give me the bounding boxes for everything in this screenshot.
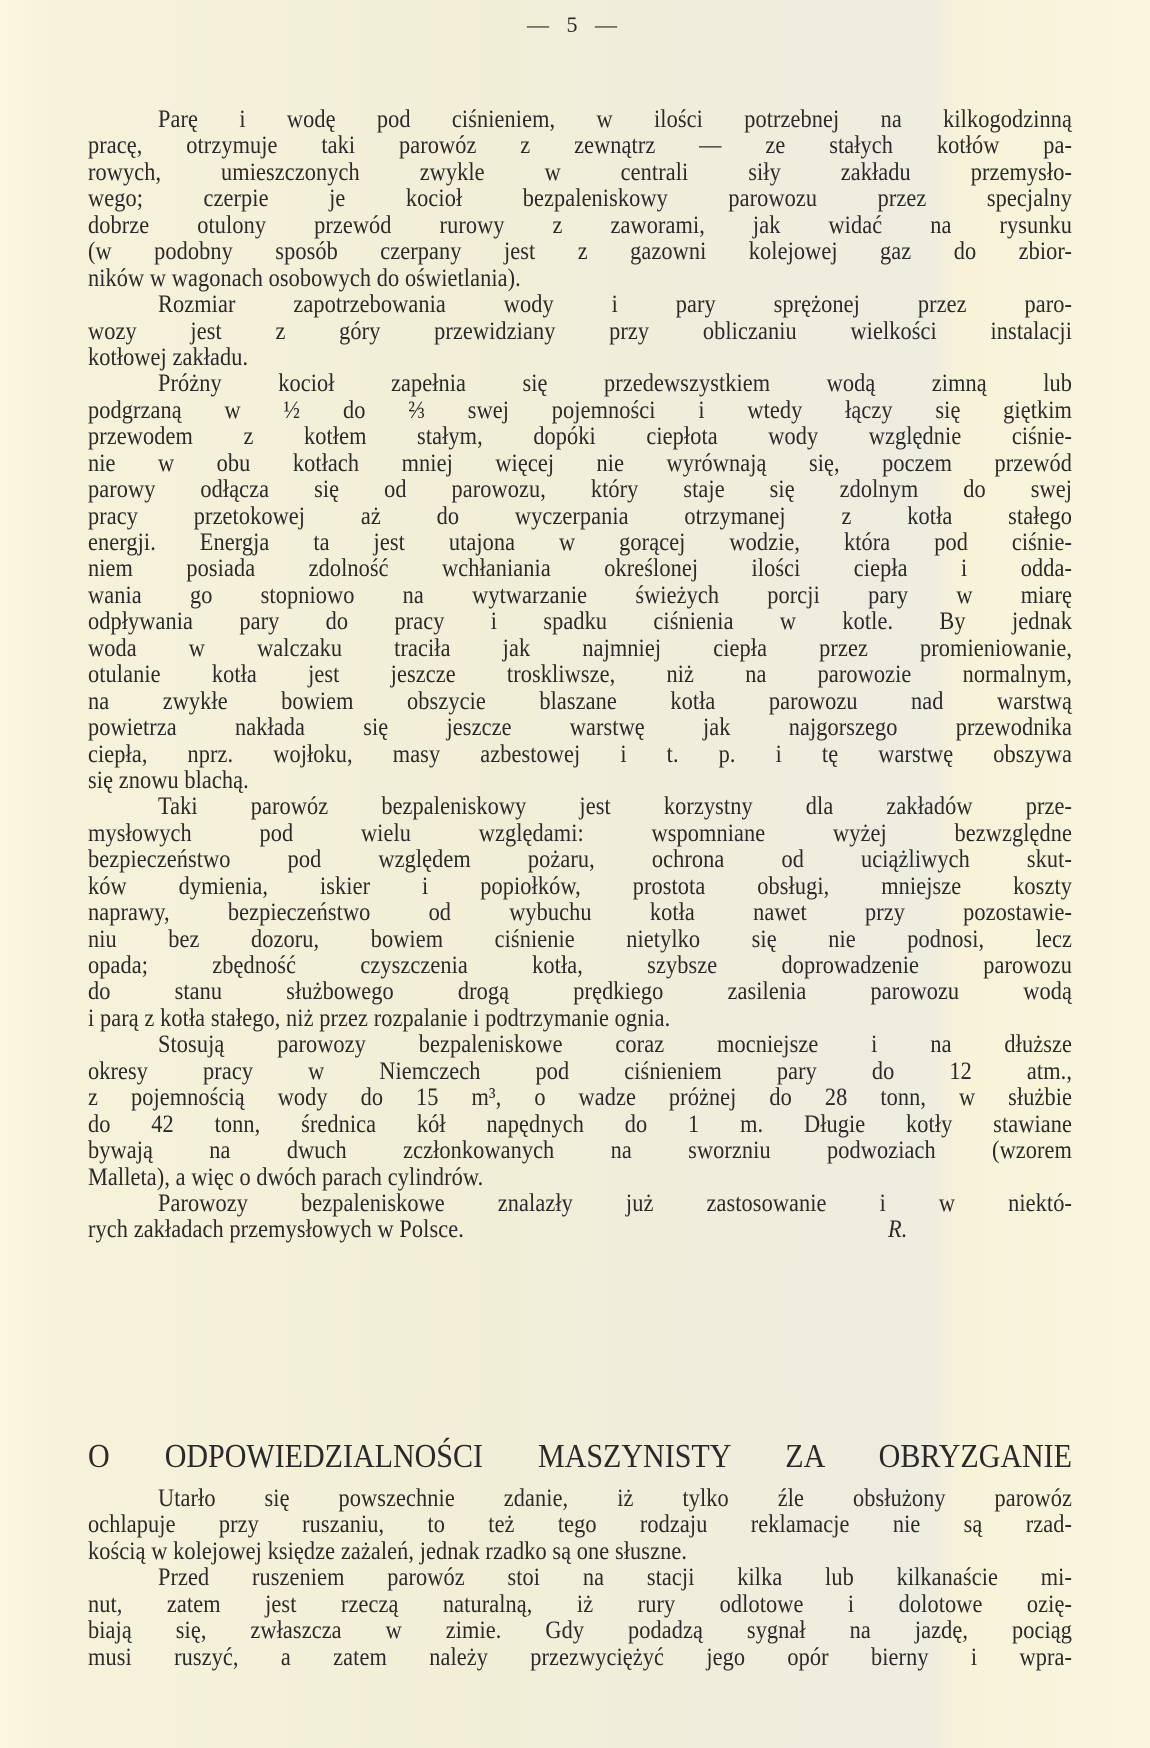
author-signature: R.	[888, 1214, 908, 1243]
text-line: kością w kolejowej księdze zażaleń, jednak rzadko są one słuszne.	[88, 1536, 687, 1565]
text-line: Taki parowóz bezpaleniskowy jest korzystny dla zakładów prze-	[158, 791, 1072, 820]
text-line: się znowu blachą.	[88, 765, 249, 794]
paragraph	[88, 370, 1072, 793]
text-line: nie w obu kotłach mniej więcej nie wyrównają się, poczem przewód	[88, 448, 1072, 477]
paragraph	[88, 1485, 1072, 1564]
text-line: bywają na dwuch zczłonkowanych na sworzniu podwoziach (wzorem	[88, 1135, 1072, 1164]
text-line: Próżny kocioł zapełnia się przedewszystkiem wodą zimną lub	[158, 368, 1072, 397]
text-line: okresy pracy w Niemczech pod ciśnieniem pary do 12 atm.,	[88, 1056, 1072, 1085]
section-2-body	[88, 1485, 1072, 1670]
text-line	[88, 1215, 1072, 1245]
text-line: ników w wagonach osobowych do oświetlania).	[88, 263, 521, 292]
text-line: nut, zatem jest rzeczą naturalną, iż rury odlotowe i dolotowe ozię-	[88, 1589, 1072, 1618]
text-line: powietrza nakłada się jeszcze warstwę jak najgorszego przewodnika	[88, 712, 1072, 741]
text-line: Parę i wodę pod ciśnieniem, w ilości potrzebnej na kilkogodzinną	[158, 104, 1072, 133]
text-line: Rozmiar zapotrzebowania wody i pary sprężonej przez paro-	[158, 289, 1072, 318]
text-line: odpływania pary do pracy i spadku ciśnienia w kotle. By jednak	[88, 606, 1072, 635]
text-line: wozy jest z góry przewidziany przy obliczaniu wielkości instalacji	[88, 315, 1072, 344]
text-line: kotłowej zakładu.	[88, 342, 249, 371]
text-line: przewodem z kotłem stałym, dopóki ciepłota wody względnie ciśnie-	[88, 421, 1072, 450]
text-line: i parą z kotła stałego, niż przez rozpalanie i podtrzymanie ognia.	[88, 1003, 671, 1032]
paragraph	[88, 1190, 1072, 1243]
text-line: wego; czerpie je kocioł bezpaleniskowy parowozu przez specjalny	[88, 183, 1072, 212]
text-line: wania go stopniowo na wytwarzanie świeżych porcji pary w miarę	[88, 580, 1072, 609]
text-line: otulanie kotła jest jeszcze troskliwsze, niż na parowozie normalnym,	[88, 659, 1072, 688]
text-line: dobrze otulony przewód rurowy z zaworami, jak widać na rysunku	[88, 210, 1072, 239]
text-line: podgrzaną w ½ do ⅔ swej pojemności i wtedy łączy się giętkim	[88, 395, 1072, 424]
text-line: bezpieczeństwo pod względem pożaru, ochrona od uciążliwych skut-	[88, 844, 1072, 873]
text-line: pracę, otrzymuje taki parowóz z zewnątrz — ze stałych kotłów pa-	[88, 130, 1072, 159]
text-line: naprawy, bezpieczeństwo od wybuchu kotła nawet przy pozostawie-	[88, 897, 1072, 926]
text-line: z pojemnością wody do 15 m³, o wadze próżnej do 28 tonn, w służbie	[88, 1082, 1072, 1111]
text-line: pracy przetokowej aż do wyczerpania otrzymanej z kotła stałego	[88, 500, 1072, 529]
page-number: — 5 —	[527, 12, 623, 37]
text-line: Przed ruszeniem parowóz stoi na stacji kilka lub kilkanaście mi-	[158, 1562, 1072, 1591]
text-line: rowych, umieszczonych zwykle w centrali siły zakładu przemysło-	[88, 157, 1072, 186]
paragraph	[88, 291, 1072, 370]
text-line: ochlapuje przy ruszaniu, to też tego rodzaju reklamacje nie są rzad-	[88, 1509, 1072, 1538]
text-line: Parowozy bezpaleniskowe znalazły już zastosowanie i w niektó-	[158, 1188, 1072, 1217]
text-line: do stanu służbowego drogą prędkiego zasilenia parowozu wodą	[88, 976, 1072, 1005]
text-line: energji. Energja ta jest utajona w gorącej wodzie, która pod ciśnie-	[88, 527, 1072, 556]
text-line: na zwykłe bowiem obszycie blaszane kotła parowozu nad warstwą	[88, 686, 1072, 715]
paragraph	[88, 793, 1072, 1031]
text-line: (w podobny sposób czerpany jest z gazowni kolejowej gaz do zbior-	[88, 236, 1072, 265]
paragraph	[88, 1564, 1072, 1670]
text-line: Malleta), a więc o dwóch parach cylindrów.	[88, 1161, 484, 1190]
text-line-content: rych zakładach przemysłowych w Polsce.	[88, 1214, 464, 1243]
text-line: niem posiada zdolność wchłaniania określonej ilości ciepła i odda-	[88, 553, 1072, 582]
text-line: mysłowych pod wielu względami: wspomniane wyżej bezwzględne	[88, 818, 1072, 847]
section-1-body	[88, 106, 1072, 1243]
text-line: Stosują parowozy bezpaleniskowe coraz mocniejsze i na dłuższe	[158, 1029, 1072, 1058]
text-line: ków dymienia, iskier i popiołków, prostota obsługi, mniejsze koszty	[88, 871, 1072, 900]
text-line: do 42 tonn, średnica kół napędnych do 1 m. Długie kotły stawiane	[88, 1109, 1072, 1138]
text-line: musi ruszyć, a zatem należy przezwyciężyć jego opór bierny i wpra-	[88, 1642, 1072, 1671]
paragraph	[88, 1031, 1072, 1190]
paragraph	[88, 106, 1072, 291]
text-line: biają się, zwłaszcza w zimie. Gdy podadzą sygnał na jazdę, pociąg	[88, 1615, 1072, 1644]
text-line: opada; zbędność czyszczenia kotła, szybsze doprowadzenie parowozu	[88, 950, 1072, 979]
text-line: parowy odłącza się od parowozu, który staje się zdolnym do swej	[88, 474, 1072, 503]
article-heading: O ODPOWIEDZIALNOŚCI MASZYNISTY ZA OBRYZGANIE	[88, 1437, 1072, 1475]
text-line: woda w walczaku traciła jak najmniej ciepła przez promieniowanie,	[88, 633, 1072, 662]
text-line: Utarło się powszechnie zdanie, iż tylko źle obsłużony parowóz	[158, 1483, 1072, 1512]
text-line: niu bez dozoru, bowiem ciśnienie nietylko się nie podnosi, lecz	[88, 923, 1072, 952]
text-line: ciepła, nprz. wojłoku, masy azbestowej i t. p. i tę warstwę obszywa	[88, 738, 1072, 767]
